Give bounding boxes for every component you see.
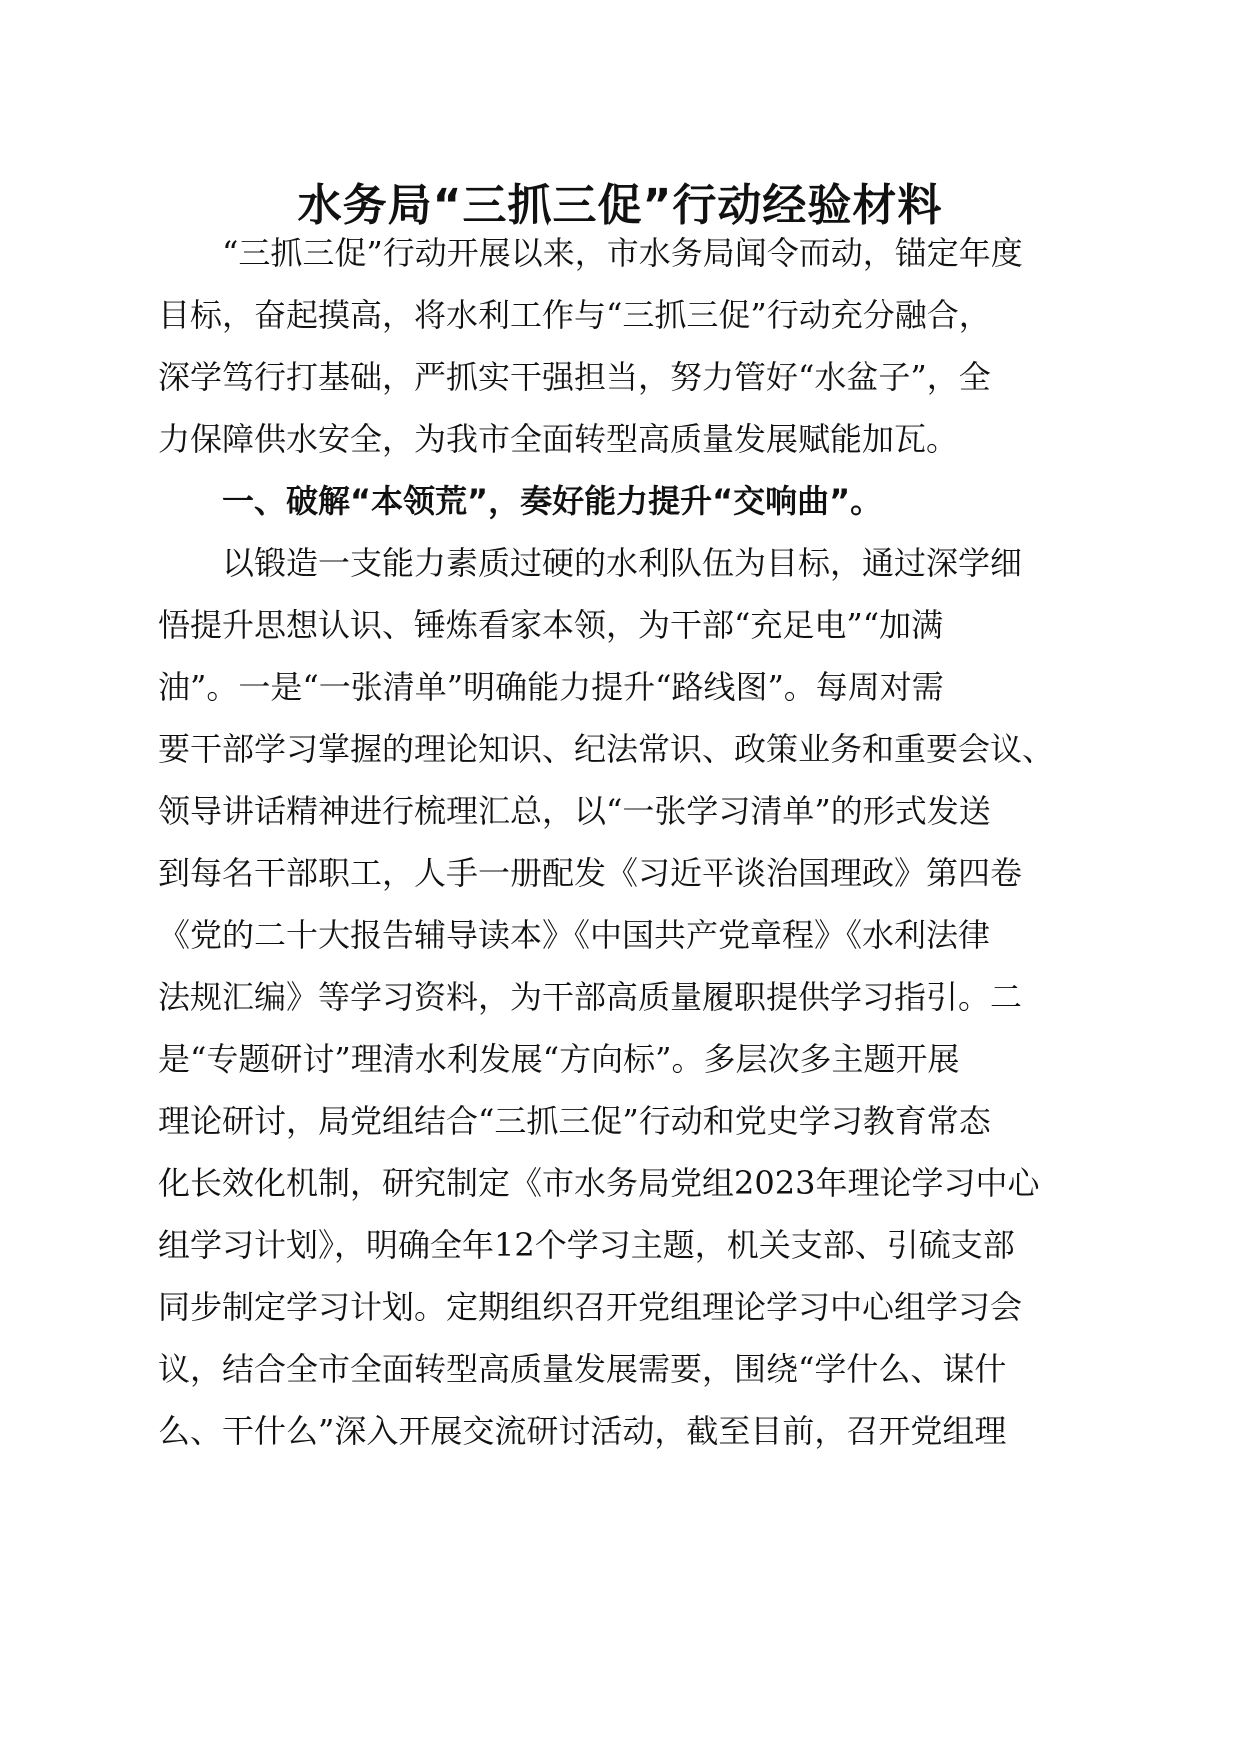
section-1-line-10: 理论研讨，局党组结合“三抓三促”行动和党史学习教育常态 [158,1102,991,1140]
section-1-line-14: 议，结合全市全面转型高质量发展需要，围绕“学什么、谋什 [158,1350,1007,1388]
intro-line-2: 目标，奋起摸高，将水利工作与“三抓三促”行动充分融合， [158,296,991,334]
intro-line-4: 力保障供水安全，为我市全面转型高质量发展赋能加瓦。 [158,420,959,458]
section-1-line-7: 《党的二十大报告辅导读本》《中国共产党章程》《水利法律 [158,916,991,954]
section-1-heading: 一、破解“本领荒”，奏好能力提升“交响曲”。 [222,482,883,520]
section-1-line-5: 领导讲话精神进行梳理汇总，以“一张学习清单”的形式发送 [158,792,991,830]
section-1-line-2: 悟提升思想认识、锤炼看家本领，为干部“充足电”“加满 [158,606,944,644]
section-1-line-1: 以锻造一支能力素质过硬的水利队伍为目标，通过深学细 [222,544,1023,582]
section-1-line-13: 同步制定学习计划。定期组织召开党组理论学习中心组学习会 [158,1288,1023,1326]
intro-line-1: “三抓三促”行动开展以来，市水务局闻令而动，锚定年度 [222,234,1023,272]
section-1-line-8: 法规汇编》等学习资料，为干部高质量履职提供学习指引。二 [158,978,1023,1016]
section-1-line-4: 要干部学习掌握的理论知识、纪法常识、政策业务和重要会议、 [158,730,1055,768]
section-1-line-11: 化长效化机制，研究制定《市水务局党组2023年理论学习中心 [158,1164,1040,1202]
section-1-line-12: 组学习计划》，明确全年12个学习主题，机关支部、引硫支部 [158,1226,1015,1264]
section-1-line-3: 油”。一是“一张清单”明确能力提升“路线图”。每周对需 [158,668,944,706]
intro-line-3: 深学笃行打基础，严抓实干强担当，努力管好“水盆子”，全 [158,358,991,396]
section-1-line-9: 是“专题研讨”理清水利发展“方向标”。多层次多主题开展 [158,1040,960,1078]
section-1-line-6: 到每名干部职工，人手一册配发《习近平谈治国理政》第四卷 [158,854,1023,892]
section-1-line-15: 么、干什么”深入开展交流研讨活动，截至目前，召开党组理 [158,1412,1007,1450]
document-title: 水务局“三抓三促”行动经验材料 [297,180,943,231]
